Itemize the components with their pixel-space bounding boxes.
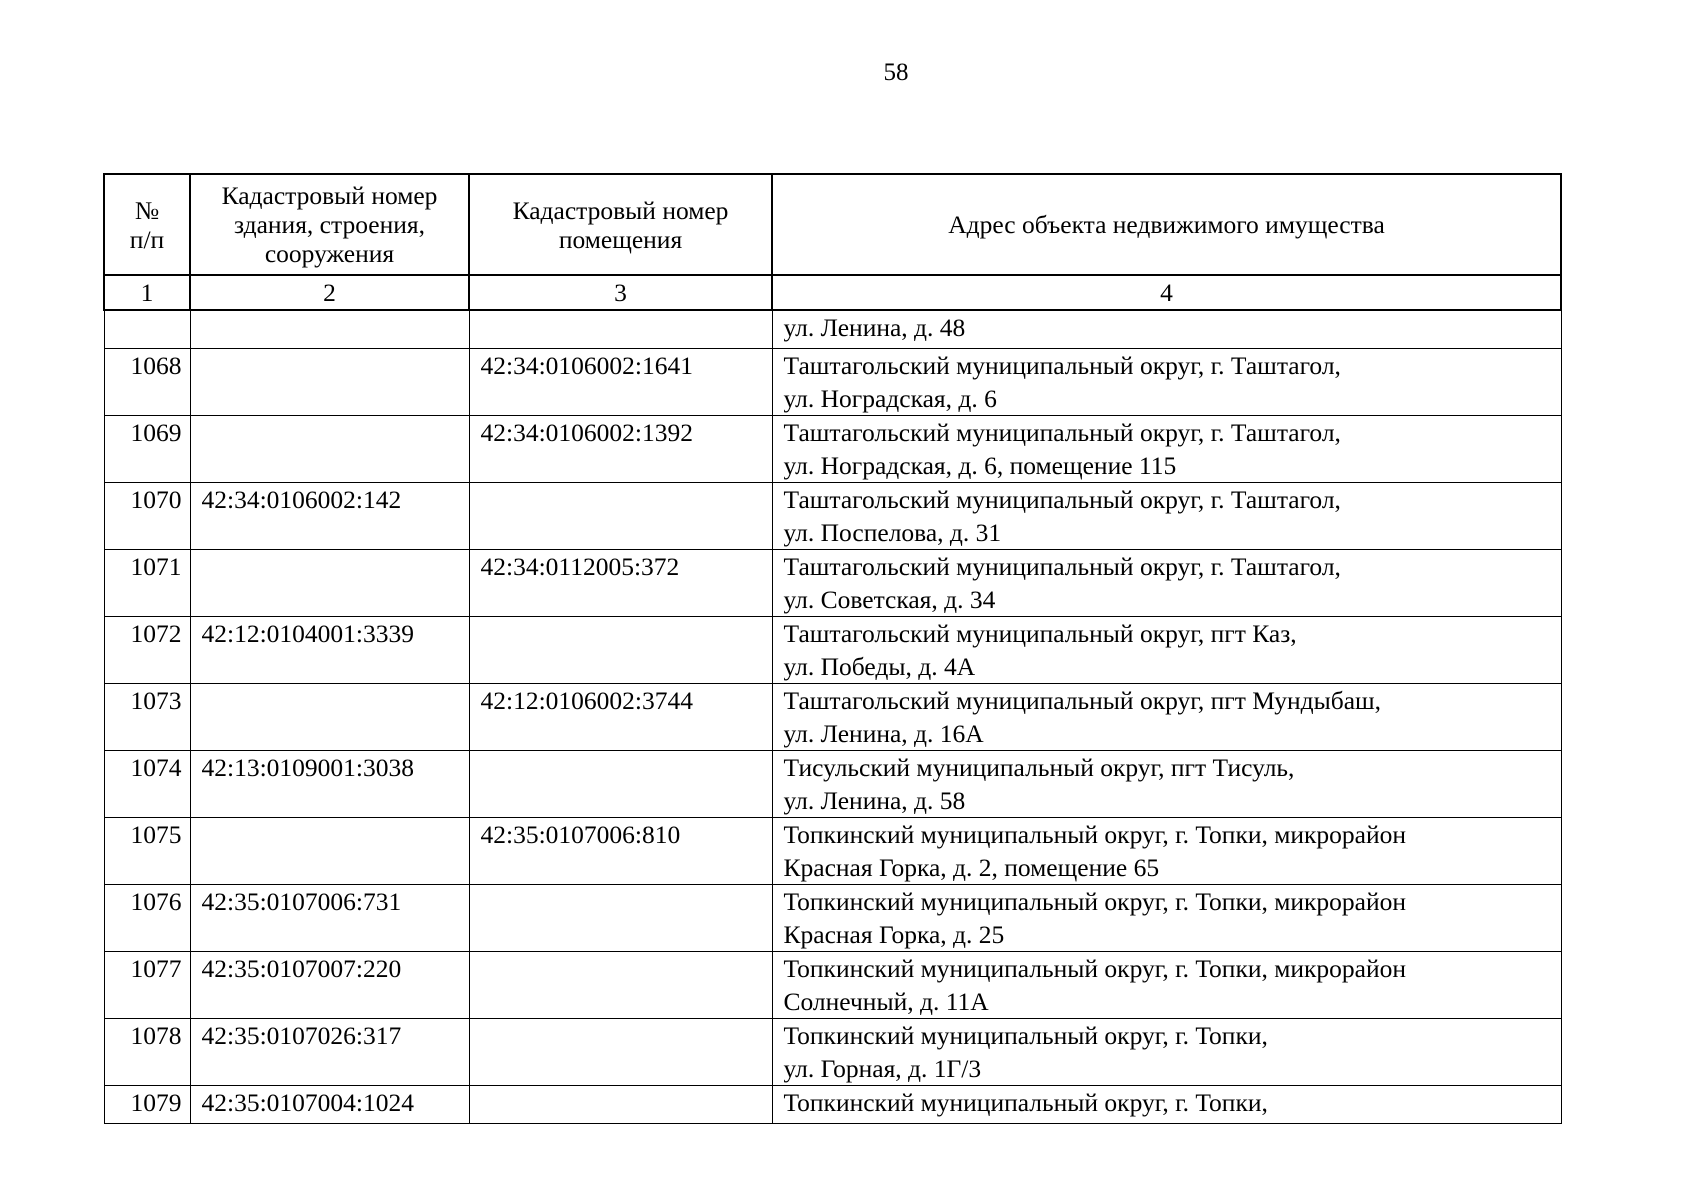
table-row [104,751,1561,818]
column-number: 1 [104,275,190,310]
address-line: Таштагольский муниципальный округ, г. Таштагол, [783,418,1341,447]
column-number: 2 [190,275,469,310]
building-cadastral-cell: 42:35:0107004:1024 [190,1086,469,1124]
address-line: Солнечный, д. 11А [783,987,989,1016]
address-line: Топкинский муниципальный округ, г. Топки, микрорайон [783,954,1407,983]
address-cell [772,885,1561,952]
address-line: ул. Ленина, д. 58 [783,786,966,815]
table-body [104,310,1561,1124]
row-number-cell: 1077 [104,952,190,1019]
building-cadastral-cell: 42:13:0109001:3038 [190,751,469,818]
address-line: ул. Победы, д. 4А [783,652,976,681]
row-number-cell: 1079 [104,1086,190,1124]
table-row [104,416,1561,483]
table-row [104,550,1561,617]
premises-cadastral-cell [469,952,772,1019]
premises-cadastral-cell: 42:12:0106002:3744 [469,684,772,751]
row-number-cell [104,310,190,349]
premises-cadastral-cell: 42:34:0112005:372 [469,550,772,617]
row-number-cell: 1075 [104,818,190,885]
row-number-cell: 1069 [104,416,190,483]
address-line: Красная Горка, д. 25 [783,920,1005,949]
row-number-cell: 1076 [104,885,190,952]
table-row [104,684,1561,751]
address-line: ул. Ноградская, д. 6 [783,384,997,413]
row-number-cell: 1070 [104,483,190,550]
premises-cadastral-cell: 42:34:0106002:1641 [469,349,772,416]
address-cell [772,483,1561,550]
table-row [104,1019,1561,1086]
building-cadastral-cell [190,818,469,885]
address-line: ул. Советская, д. 34 [783,585,996,614]
property-table [103,173,1562,1124]
premises-cadastral-cell: 42:34:0106002:1392 [469,416,772,483]
address-cell [772,416,1561,483]
row-number-cell: 1073 [104,684,190,751]
address-line: ул. Ноградская, д. 6, помещение 115 [783,451,1177,480]
address-line: Таштагольский муниципальный округ, г. Таштагол, [783,485,1341,514]
header-number: № п/п [104,174,190,275]
address-line: Топкинский муниципальный округ, г. Топки, [783,1021,1268,1050]
header-address: Адрес объекта недвижимого имущества [772,174,1561,275]
address-cell [772,952,1561,1019]
row-number-cell: 1068 [104,349,190,416]
column-number: 4 [772,275,1561,310]
address-cell [772,1086,1561,1124]
address-line: Таштагольский муниципальный округ, пгт Мундыбаш, [783,686,1382,715]
column-number: 3 [469,275,772,310]
table-header-row [104,174,1561,275]
premises-cadastral-cell: 42:35:0107006:810 [469,818,772,885]
address-line: Таштагольский муниципальный округ, пгт Каз, [783,619,1297,648]
address-cell [772,617,1561,684]
premises-cadastral-cell [469,1086,772,1124]
building-cadastral-cell: 42:35:0107006:731 [190,885,469,952]
premises-cadastral-cell [469,483,772,550]
address-line: ул. Поспелова, д. 31 [783,518,1002,547]
address-line: ул. Ленина, д. 16А [783,719,984,748]
row-number-cell: 1071 [104,550,190,617]
address-cell [772,684,1561,751]
table-row [104,310,1561,349]
table-row [104,1086,1561,1124]
premises-cadastral-cell [469,310,772,349]
premises-cadastral-cell [469,751,772,818]
address-cell [772,1019,1561,1086]
address-cell [772,550,1561,617]
building-cadastral-cell: 42:34:0106002:142 [190,483,469,550]
address-line: Тисульский муниципальный округ, пгт Тисуль, [783,753,1295,782]
table-row [104,617,1561,684]
address-line: Таштагольский муниципальный округ, г. Таштагол, [783,351,1341,380]
table-row [104,818,1561,885]
header-building-cadastral: Кадастровый номер здания, строения, сооружения [190,174,469,275]
building-cadastral-cell [190,349,469,416]
row-number-cell: 1074 [104,751,190,818]
premises-cadastral-cell [469,885,772,952]
address-cell [772,349,1561,416]
building-cadastral-cell [190,550,469,617]
building-cadastral-cell [190,684,469,751]
address-line: Топкинский муниципальный округ, г. Топки, микрорайон [783,887,1407,916]
address-cell [772,310,1561,349]
premises-cadastral-cell [469,1019,772,1086]
row-number-cell: 1078 [104,1019,190,1086]
row-number-cell: 1072 [104,617,190,684]
address-cell [772,818,1561,885]
address-line: Красная Горка, д. 2, помещение 65 [783,853,1160,882]
address-line: Топкинский муниципальный округ, г. Топки, [783,1088,1268,1117]
building-cadastral-cell: 42:12:0104001:3339 [190,617,469,684]
address-line: Таштагольский муниципальный округ, г. Таштагол, [783,552,1341,581]
building-cadastral-cell [190,310,469,349]
building-cadastral-cell: 42:35:0107007:220 [190,952,469,1019]
header-premises-cadastral: Кадастровый номер помещения [469,174,772,275]
table-row [104,885,1561,952]
address-line: ул. Горная, д. 1Г/3 [783,1054,982,1083]
address-line: ул. Ленина, д. 48 [783,313,966,342]
page-number: 58 [883,59,909,86]
table-row [104,349,1561,416]
table-row [104,952,1561,1019]
premises-cadastral-cell [469,617,772,684]
column-numbers-row [104,275,1561,310]
building-cadastral-cell [190,416,469,483]
building-cadastral-cell: 42:35:0107026:317 [190,1019,469,1086]
address-line: Топкинский муниципальный округ, г. Топки, микрорайон [783,820,1407,849]
table-row [104,483,1561,550]
address-cell [772,751,1561,818]
